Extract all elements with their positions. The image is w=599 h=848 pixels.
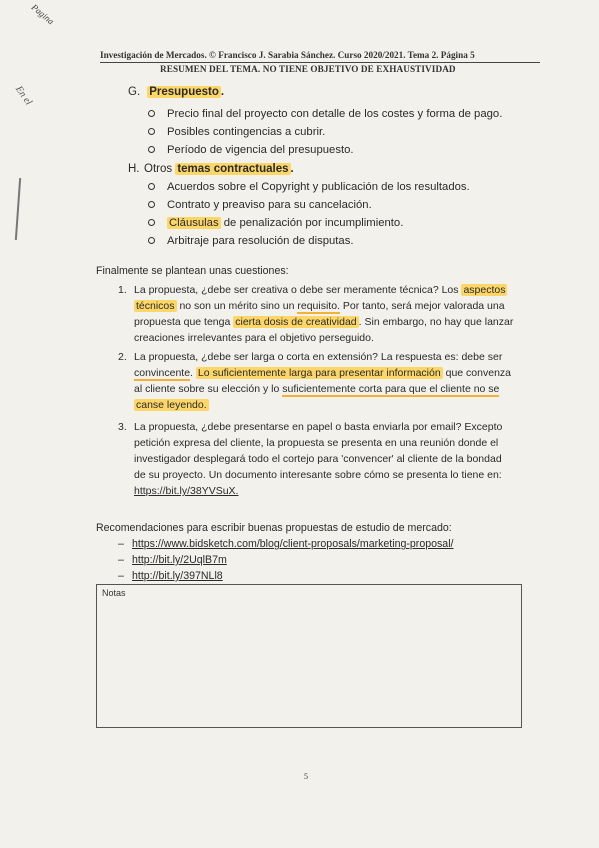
link-bidsketch[interactable]: https://www.bidsketch.com/blog/client-proposals/marketing-proposal/ <box>132 538 454 550</box>
handwritten-corner-note: Pagina <box>29 2 56 27</box>
circle-bullet-icon <box>148 183 155 190</box>
header-course-line: Investigación de Mercados. © Francisco J. Sarabia Sánchez. Curso 2020/2021. Tema 2. Página 5 <box>100 50 475 60</box>
section-g-heading: G. Presupuesto . <box>128 86 225 98</box>
header-summary-line: RESUMEN DEL TEMA. NO TIENE OBJETIVO DE EXHAUSTIVIDAD <box>160 64 456 74</box>
notes-label: Notas <box>102 588 126 598</box>
list-item: Período de vigencia del presupuesto. <box>148 144 354 156</box>
document-page: Pagina En el Investigación de Mercados. © Francisco J. Sarabia Sánchez. Curso 2020/2021. Tema 2. Página 5 RESUMEN DEL TEMA. NO TIENE OBJETIVO DE EXHAUSTIVIDAD G. Presupuesto . Precio final del proyecto con detalle de los costes y forma de pago. Posibles contingencias a cubrir. Período de vigencia del presupuesto. H. Otros temas contractuales . Acuerdos sobre el Copyright y publicación de los resultados. Contrato y preaviso para su cancelación. Cláusulas de penalización por incumplimiento. Arbitraje para resolución de disputas. Finalmente se plantean unas cuestiones: 1. La propuesta, ¿debe ser creativa o debe ser meramente técnica? Los aspectos técnicos no son un mérito sino un requisito. Por tanto, será mejor valorada una propuesta que tenga cierta dosis de creatividad . Sin embargo, no hay que lanzar creaciones irrelevantes para el objetivo perseguido. 2. La propuesta, ¿debe ser larga o corta en extensión? La respuesta es: debe ser convincente. Lo suficientemente larga para presentar información que convenza al cliente sobre su elección y lo suficientemente corta para que el cliente no se canse leyendo. 3. La propuesta, ¿debe presentarse en papel o basta enviarla por email? Excepto petición expresa del cliente, la propuesta se presenta en una reunión donde el investigador desplegará todo el cortejo para 'convencer' al cliente de la bondad de su proyecto. Un documento interesante sobre cómo se presenta lo tiene en: https://bit.ly/38YVSuX. Recomendaciones para escribir buenas propuestas de estudio de mercado: – https://www.bidsketch.com/blog/client-proposals/marketing-proposal/ – http://bit.ly/2UqlB7m – http://bit.ly/397NLl8 Notas 5 <box>0 0 599 848</box>
circle-bullet-icon <box>148 237 155 244</box>
recommendations-title: Recomendaciones para escribir buenas propuestas de estudio de mercado: <box>96 522 452 534</box>
circle-bullet-icon <box>148 219 155 226</box>
underlined-phrase: requisito. <box>297 300 340 312</box>
document-link[interactable]: https://bit.ly/38YVSuX. <box>134 485 239 497</box>
pen-margin-mark <box>15 178 21 240</box>
underlined-phrase: suficientemente corta para que el cliente no se <box>282 383 500 395</box>
highlighted-title: Presupuesto <box>149 86 219 98</box>
section-letter: G. <box>128 86 141 98</box>
handwritten-margin-note: En el <box>12 84 34 108</box>
highlighted-phrase: técnicos <box>136 300 175 312</box>
list-item: Posibles contingencias a cubrir. <box>148 126 325 138</box>
highlighted-title: temas contractuales <box>177 163 289 175</box>
underlined-phrase: convincente <box>134 367 191 379</box>
intro-paragraph: Finalmente se plantean unas cuestiones: <box>96 265 289 277</box>
list-item: Arbitraje para resolución de disputas. <box>148 235 354 247</box>
list-item: Acuerdos sobre el Copyright y publicación de los resultados. <box>148 181 470 193</box>
link-bitly-1[interactable]: http://bit.ly/2UqlB7m <box>132 554 227 566</box>
circle-bullet-icon <box>148 128 155 135</box>
section-letter: H. <box>128 163 140 175</box>
highlighted-phrase: Lo suficientemente larga para presentar información <box>197 367 441 379</box>
list-item: Cláusulas de penalización por incumplimiento. <box>148 217 403 229</box>
circle-bullet-icon <box>148 201 155 208</box>
section-h-heading: H. Otros temas contractuales . <box>128 163 294 175</box>
highlighted-phrase: canse leyendo. <box>136 399 207 411</box>
highlighted-phrase: aspectos <box>463 284 506 296</box>
circle-bullet-icon <box>148 110 155 117</box>
list-item: Precio final del proyecto con detalle de los costes y forma de pago. <box>148 108 502 120</box>
highlighted-phrase: cierta dosis de creatividad <box>235 316 357 328</box>
notes-box <box>96 584 522 728</box>
highlighted-word: Cláusulas <box>169 217 219 229</box>
page-number: 5 <box>304 772 308 781</box>
header-rule <box>100 62 540 63</box>
circle-bullet-icon <box>148 146 155 153</box>
list-item: Contrato y preaviso para su cancelación. <box>148 199 372 211</box>
link-bitly-2[interactable]: http://bit.ly/397NLl8 <box>132 570 223 582</box>
